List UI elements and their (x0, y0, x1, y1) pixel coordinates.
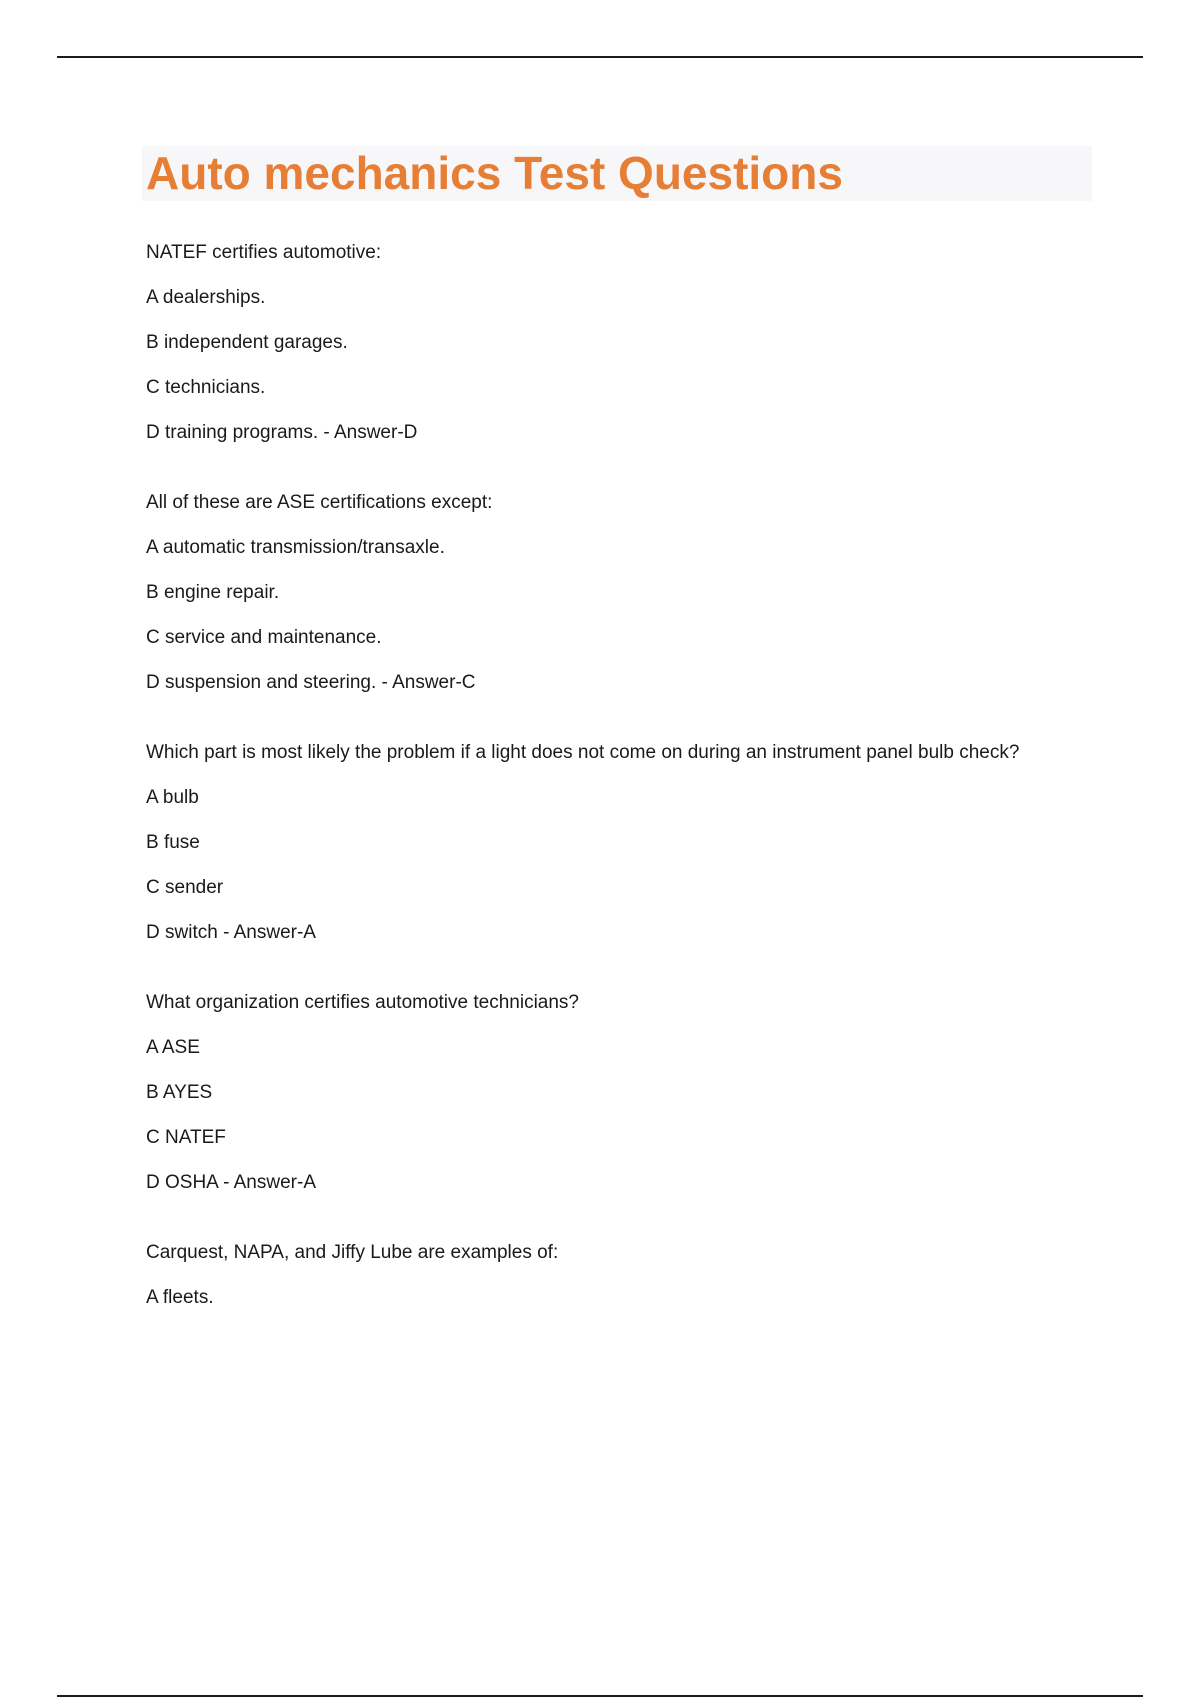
answer-option: A automatic transmission/transaxle. (146, 537, 445, 558)
answer-option: C service and maintenance. (146, 627, 382, 648)
answer-option: B fuse (146, 832, 200, 853)
answer-option: A dealerships. (146, 287, 266, 308)
question-block (146, 740, 1106, 945)
answer-option: C technicians. (146, 377, 266, 398)
question-block (146, 1240, 1106, 1310)
answer-option: B independent garages. (146, 332, 348, 353)
bottom-rule (57, 1695, 1143, 1697)
question-text: Carquest, NAPA, and Jiffy Lube are examples of: (146, 1242, 559, 1263)
answer-option: C sender (146, 877, 224, 898)
answer-option: D suspension and steering. - Answer-C (146, 672, 476, 693)
answer-option: D OSHA - Answer-A (146, 1172, 316, 1193)
answer-option: C NATEF (146, 1127, 226, 1148)
answer-option: A fleets. (146, 1287, 214, 1308)
question-text: NATEF certifies automotive: (146, 242, 382, 263)
top-rule (57, 56, 1143, 58)
document-title: Auto mechanics Test Questions (146, 147, 843, 199)
question-list (146, 240, 1106, 1355)
answer-option: A ASE (146, 1037, 200, 1058)
question-block (146, 240, 1106, 445)
question-block (146, 990, 1106, 1195)
answer-option: B engine repair. (146, 582, 280, 603)
answer-option: B AYES (146, 1082, 213, 1103)
answer-option: D switch - Answer-A (146, 922, 316, 943)
question-block (146, 490, 1106, 695)
question-text: What organization certifies automotive technicians? (146, 992, 580, 1013)
answer-option: A bulb (146, 787, 199, 808)
question-text: All of these are ASE certifications except: (146, 492, 493, 513)
answer-option: D training programs. - Answer-D (146, 422, 418, 443)
question-text: Which part is most likely the problem if a light does not come on during an instrument panel bulb check? (146, 742, 1020, 763)
